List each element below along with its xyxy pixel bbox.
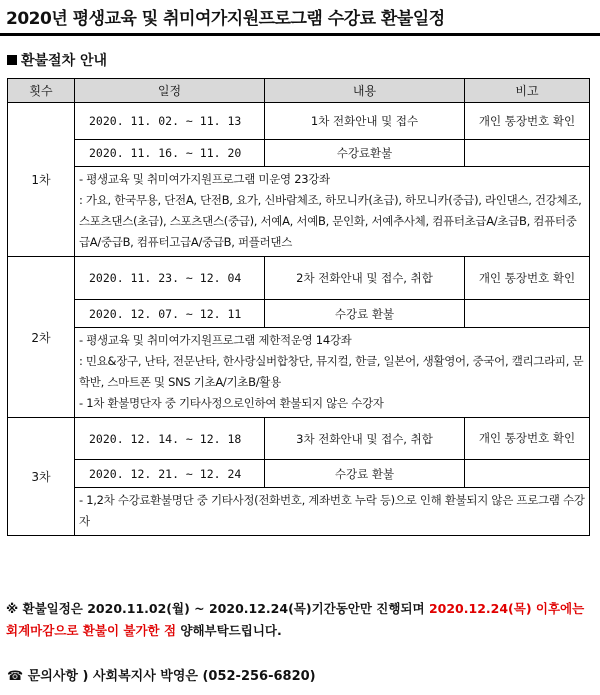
notice-text: ※ 환불일정은 2020.11.02(월) ~ 2020.12.24(목)기간동안만 진행되며 <box>6 601 429 616</box>
table-row <box>8 460 590 488</box>
table-row <box>8 488 590 536</box>
description-line: - 평생교육 및 취미여가지원프로그램 제한적운영 14강좌 <box>79 333 352 347</box>
content-cell: 2차 전화안내 및 접수, 취합 <box>265 257 465 300</box>
table-row <box>8 328 590 418</box>
program-description <box>75 488 590 536</box>
content-cell: 수강료 환불 <box>265 300 465 328</box>
description-line: : 민요&장구, 난타, 전문난타, 한사랑실버합창단, 뮤지컬, 한글, 일본어, 생활영어, 중국어, 캘리그라피, 문학반, 스마트폰 및 SNS 기초A/기초B/활용 <box>79 354 584 389</box>
date-range: 2020. 12. 07. ~ 12. 11 <box>75 300 265 328</box>
table-row <box>8 257 590 300</box>
program-description <box>75 167 590 257</box>
table-header-row <box>8 79 590 103</box>
description-line: : 가요, 한국무용, 단전A, 단전B, 요가, 신바람체조, 하모니카(초급), 하모니카(중급), 라인댄스, 건강체조, 스포츠댄스(초급), 스포츠댄스(중급), 서예A, 서예B, 문인화, 서예추사체, 컴퓨터초급A/초급B, 컴퓨터중급A/중급B, 컴퓨터고급A/중급B, 퍼플러댄스 <box>79 193 582 249</box>
content-cell: 3차 전화안내 및 접수, 취합 <box>265 418 465 460</box>
section-heading <box>7 50 107 70</box>
note-cell <box>465 300 590 328</box>
content-cell: 수강료환불 <box>265 140 465 167</box>
header-content: 내용 <box>265 79 465 103</box>
note-cell: 개인 통장번호 확인 <box>465 257 590 300</box>
description-line: - 1차 환불명단자 중 기타사정으로인하여 환불되지 않은 수강자 <box>79 396 384 410</box>
square-bullet-icon <box>7 55 17 65</box>
description-line: - 1,2차 수강료환불명단 중 기타사정(전화번호, 계좌번호 누락 등)으로 인해 환불되지 않은 프로그램 수강자 <box>79 493 585 528</box>
table-row <box>8 300 590 328</box>
table-row <box>8 140 590 167</box>
date-range: 2020. 11. 23. ~ 12. 04 <box>75 257 265 300</box>
header-note: 비고 <box>465 79 590 103</box>
contact-text: 문의사항 ) 사회복지사 박영은 (052-256-6820) <box>27 669 316 684</box>
page-title: 2020년 평생교육 및 취미여가지원프로그램 수강료 환불일정 <box>6 9 445 29</box>
table-row <box>8 418 590 460</box>
title-divider <box>0 33 600 36</box>
table-row <box>8 167 590 257</box>
round-label: 1차 <box>8 103 75 257</box>
date-range: 2020. 12. 21. ~ 12. 24 <box>75 460 265 488</box>
note-cell: 개인 통장번호 확인 <box>465 418 590 460</box>
header-date: 일정 <box>75 79 265 103</box>
program-description <box>75 328 590 418</box>
refund-notice <box>6 598 596 642</box>
content-cell: 1차 전화안내 및 접수 <box>265 103 465 140</box>
phone-icon: ☎ <box>7 669 24 684</box>
date-range: 2020. 11. 16. ~ 11. 20 <box>75 140 265 167</box>
round-label: 2차 <box>8 257 75 418</box>
header-round: 횟수 <box>8 79 75 103</box>
date-range: 2020. 12. 14. ~ 12. 18 <box>75 418 265 460</box>
section-heading-label: 환불절차 안내 <box>21 53 108 69</box>
notice-deadline-warning: 2020.12.24(목) 이후에는 회계마감으로 환불이 불가한 점 <box>6 601 585 638</box>
round-label: 3차 <box>8 418 75 536</box>
description-line: - 평생교육 및 취미여가지원프로그램 미운영 23강좌 <box>79 172 330 186</box>
note-cell: 개인 통장번호 확인 <box>465 103 590 140</box>
content-cell: 수강료 환불 <box>265 460 465 488</box>
refund-schedule-table <box>7 78 590 536</box>
contact-info <box>7 665 316 684</box>
table-row <box>8 103 590 140</box>
notice-closing: 양해부탁드립니다. <box>176 623 282 638</box>
note-cell <box>465 140 590 167</box>
date-range: 2020. 11. 02. ~ 11. 13 <box>75 103 265 140</box>
note-cell <box>465 460 590 488</box>
